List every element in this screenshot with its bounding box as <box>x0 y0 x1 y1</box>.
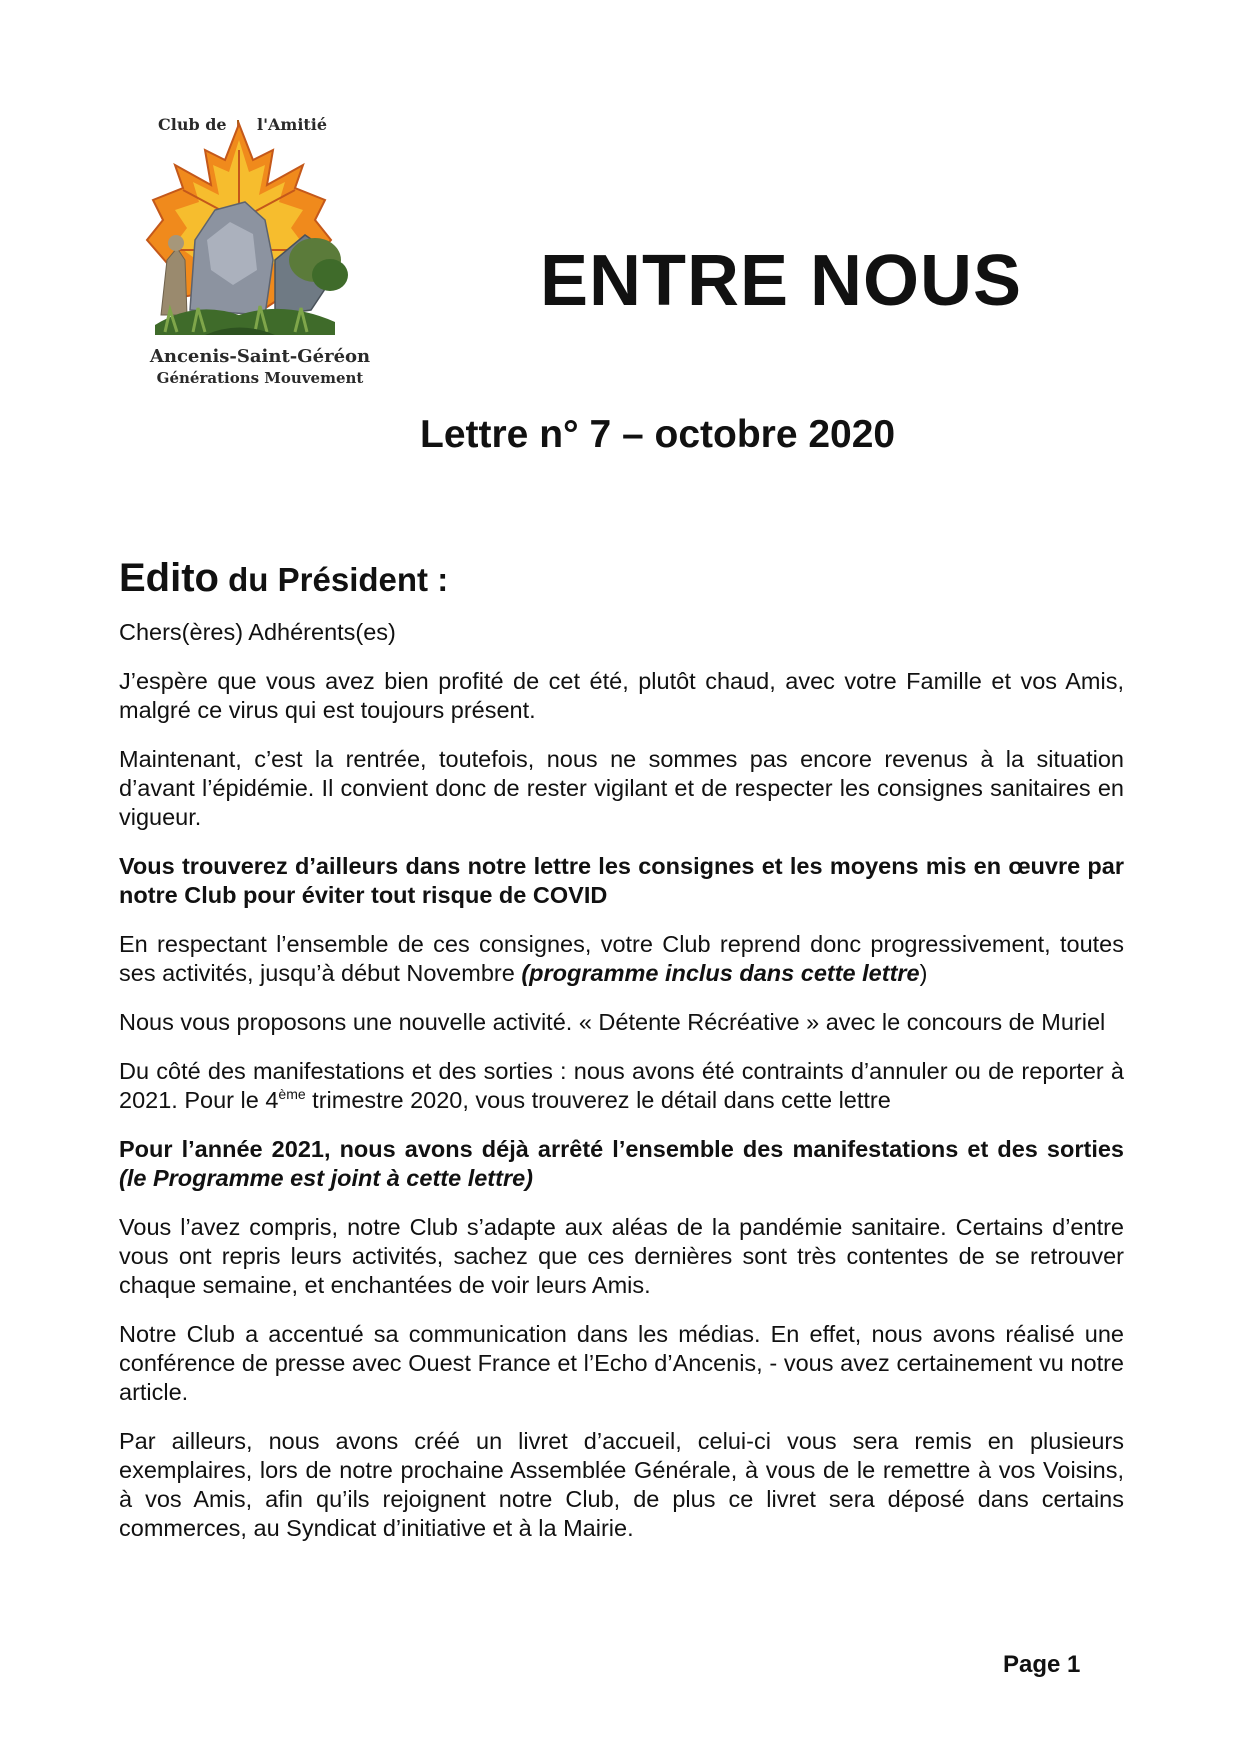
paragraph-4-end: ) <box>919 960 928 986</box>
paragraph-9: Notre Club a accentué sa communication dans les médias. En effet, nous avons réalisé une conférence de presse avec Ouest France et l’Echo d’Ancenis, - vous avez certainement vu notre article. <box>119 1321 1124 1405</box>
paragraph-6-text-end: trimestre 2020, vous trouverez le détail dans cette lettre <box>305 1087 891 1113</box>
paragraph-6-text: Du côté des manifestations et des sorties : nous avons été contraints d’annuler ou de reporter à 2021. Pour le 4 <box>119 1058 1124 1113</box>
paragraph-4 <box>119 930 1124 988</box>
paragraph-4-emphasis: (programme inclus dans cette lettre <box>521 960 920 986</box>
paragraph-6 <box>119 1057 1124 1115</box>
logo-text-town: Ancenis-Saint-Géréon <box>149 346 371 367</box>
paragraph-6-superscript: ème <box>278 1086 306 1102</box>
logo-text-club-de: Club de <box>158 115 227 134</box>
paragraph-3: Vous trouverez d’ailleurs dans notre lettre les consignes et les moyens mis en œuvre par notre Club pour éviter tout risque de COVID <box>119 853 1124 908</box>
paragraph-4-text: En respectant l’ensemble de ces consignes, votre Club reprend donc progressivement, toutes ses activités, jusqu’à début Novembre <box>119 931 1124 986</box>
paragraph-7 <box>119 1135 1124 1193</box>
edito-section <box>119 556 1124 1563</box>
logo-text-amitie: l'Amitié <box>257 115 328 134</box>
paragraph-2: Maintenant, c’est la rentrée, toutefois, nous ne sommes pas encore revenus à la situation d’avant l’épidémie. Il convient donc de rester vigilant et de respecter les consignes sanitaires en vigueur. <box>119 746 1124 830</box>
paragraph-8: Vous l’avez compris, notre Club s’adapte aux aléas de la pandémie sanitaire. Certains d’entre vous ont repris leurs activités, sachez que ces dernières sont très contentes de se retrouver chaque semaine, et enchantées de voir leurs Amis. <box>119 1214 1124 1298</box>
newsletter-issue: Lettre n° 7 – octobre 2020 <box>420 413 896 456</box>
edito-heading-rest: du Président : <box>218 561 449 598</box>
logo-text-tagline: Générations Mouvement <box>156 369 364 387</box>
paragraph-7-text: Pour l’année 2021, nous avons déjà arrêté l’ensemble des manifestations et des sorties <box>119 1136 1124 1162</box>
maple-leaf-logo-image <box>135 110 385 395</box>
paragraph-5: Nous vous proposons une nouvelle activité. « Détente Récréative » avec le concours de Muriel <box>119 1009 1106 1035</box>
edito-heading-main: Edito <box>119 556 219 600</box>
paragraph-7-emphasis: (le Programme est joint à cette lettre) <box>119 1165 533 1191</box>
greeting: Chers(ères) Adhérents(es) <box>119 619 396 645</box>
newsletter-title: ENTRE NOUS <box>540 241 1023 321</box>
edito-heading <box>119 556 1124 600</box>
club-logo <box>135 110 385 395</box>
paragraph-1: J’espère que vous avez bien profité de cet été, plutôt chaud, avec votre Famille et vos Amis, malgré ce virus qui est toujours présent. <box>119 668 1124 723</box>
paragraph-10: Par ailleurs, nous avons créé un livret d’accueil, celui-ci vous sera remis en plusieurs exemplaires, lors de notre prochaine Assemblée Générale, à vous de le remettre à vos Voisins, à vos Amis, afin qu’ils rejoignent notre Club, de plus ce livret sera déposé dans certains commerces, au Syndicat d’initiative et à la Mairie. <box>119 1428 1124 1541</box>
page-number: Page 1 <box>1003 1651 1081 1678</box>
